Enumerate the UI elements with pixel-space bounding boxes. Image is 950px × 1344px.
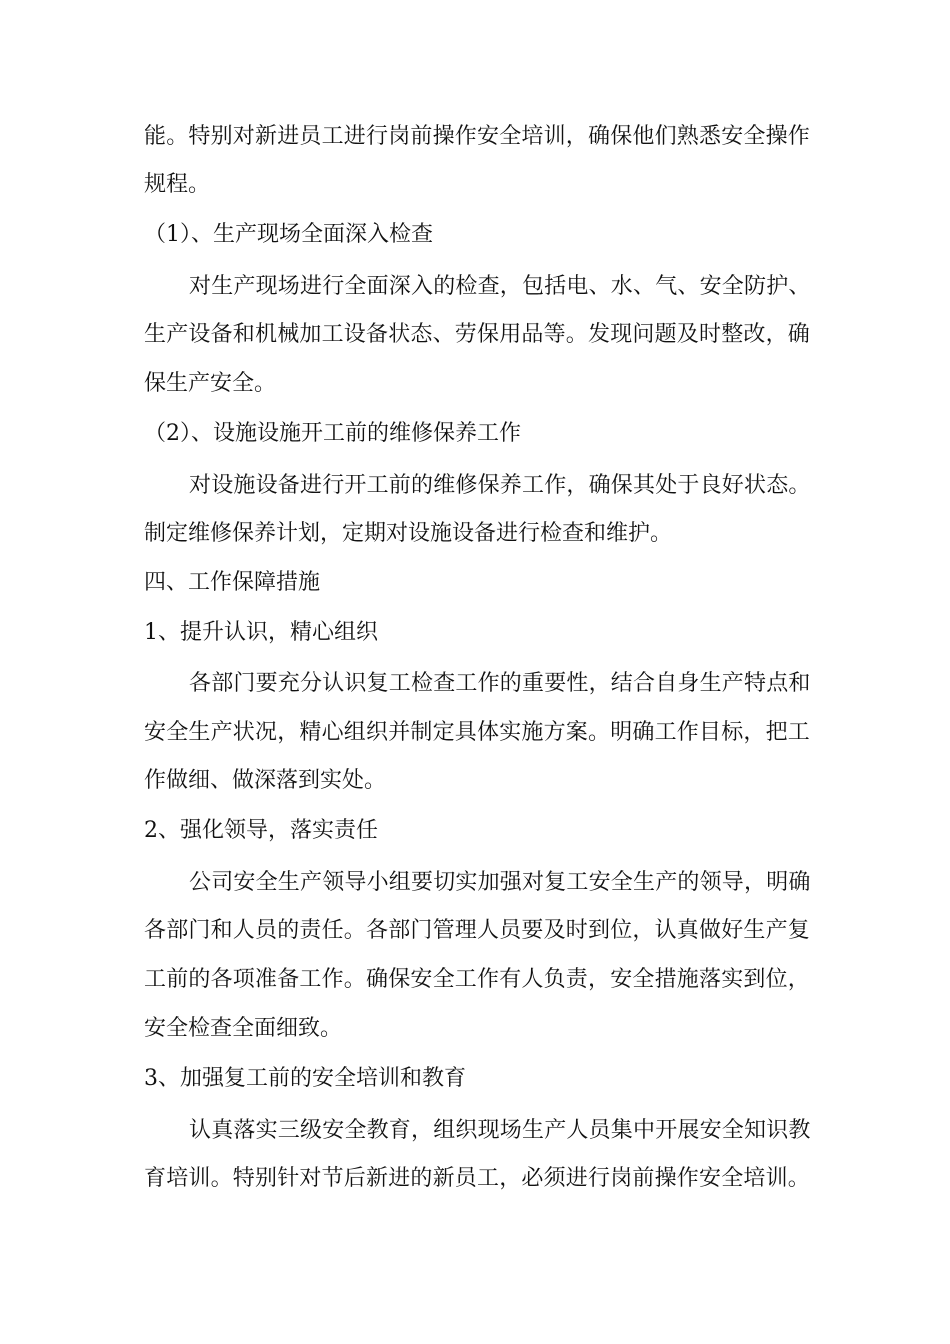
paragraph-line: 安全生产状况，精心组织并制定具体实施方案。明确工作目标，把工 xyxy=(144,720,811,745)
paragraph-line: 对生产现场进行全面深入的检查，包括电、水、气、安全防护、 xyxy=(189,274,811,299)
paragraph-line: 作做细、做深落到实处。 xyxy=(144,768,387,793)
paragraph-line: 安全检查全面细致。 xyxy=(144,1016,343,1041)
paragraph-line: 制定维修保养计划，定期对设施设备进行检查和维护。 xyxy=(144,521,673,546)
section-heading: 四、工作保障措施 xyxy=(144,570,321,595)
paragraph-line: 能。特别对新进员工进行岗前操作安全培训，确保他们熟悉安全操作 xyxy=(144,124,811,149)
paragraph-line: 公司安全生产领导小组要切实加强对复工安全生产的领导，明确 xyxy=(189,870,811,895)
paragraph-line: 育培训。特别针对节后新进的新员工，必须进行岗前操作安全培训。 xyxy=(144,1166,811,1191)
section-heading: （1）、生产现场全面深入检查 xyxy=(144,222,433,247)
section-heading: 2、强化领导，落实责任 xyxy=(144,818,378,843)
paragraph-line: 生产设备和机械加工设备状态、劳保用品等。发现问题及时整改，确 xyxy=(144,322,811,347)
section-heading: 1、提升认识，精心组织 xyxy=(144,620,378,645)
paragraph-line: 规程。 xyxy=(144,172,211,197)
paragraph-line: 保生产安全。 xyxy=(144,371,277,396)
paragraph-line: 工前的各项准备工作。确保安全工作有人负责，安全措施落实到位， xyxy=(144,967,811,992)
section-heading: 3、加强复工前的安全培训和教育 xyxy=(144,1066,466,1091)
paragraph-line: 各部门和人员的责任。各部门管理人员要及时到位，认真做好生产复 xyxy=(144,918,811,943)
section-heading: （2）、设施设施开工前的维修保养工作 xyxy=(144,421,521,446)
paragraph-line: 认真落实三级安全教育，组织现场生产人员集中开展安全知识教 xyxy=(189,1118,811,1143)
paragraph-line: 各部门要充分认识复工检查工作的重要性，结合自身生产特点和 xyxy=(189,671,811,696)
paragraph-line: 对设施设备进行开工前的维修保养工作，确保其处于良好状态。 xyxy=(189,473,811,498)
